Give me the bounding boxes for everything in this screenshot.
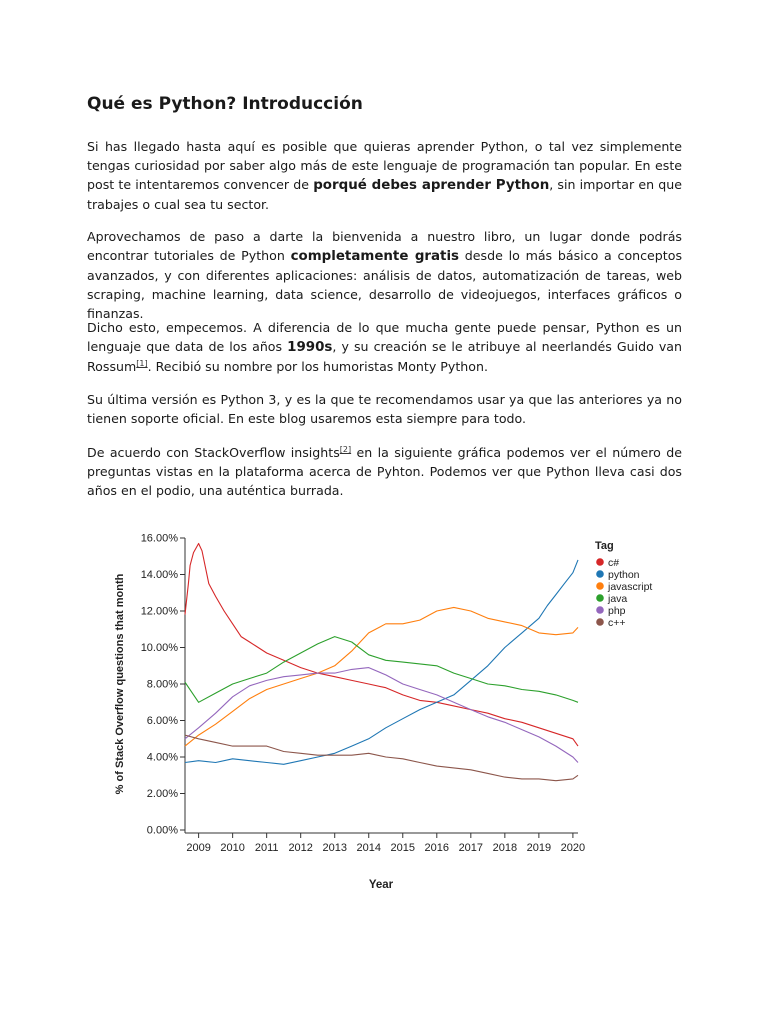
- paragraph-version: [87, 390, 682, 428]
- y-tick-label: 12.00%: [140, 605, 178, 618]
- x-axis-label: Year: [368, 879, 394, 891]
- legend-label: python: [608, 569, 640, 581]
- y-tick-label: 6.00%: [146, 715, 178, 727]
- series-line-java: [185, 637, 578, 703]
- paragraph-text: . Recibió su nombre por los humoristas Monty Python.: [147, 359, 488, 374]
- series-line-php: [185, 668, 578, 763]
- series-line-javascript: [185, 607, 578, 746]
- series-line-cplusplus: [185, 735, 578, 781]
- y-axis-label: % of Stack Overflow questions that month: [114, 573, 126, 795]
- paragraph-text: desde lo más básico a conceptos avanzados, y con diferentes aplicaciones: análisis de datos, automatización de tareas, web scraping, machine learning, data science, desarrollo de videojuegos, interfaces gráficos o finanzas.: [87, 248, 683, 321]
- x-tick-label: 2017: [458, 842, 484, 854]
- legend-label: php: [608, 605, 626, 617]
- bold-text: porqué debes aprender Python: [313, 178, 550, 193]
- paragraph-text: en la siguiente gráfica podemos ver el número de preguntas vistas en la plataforma acerca de Pyhton. Podemos ver que Python lleva casi dos años en el podio, una auténtica burrada.: [87, 445, 682, 498]
- legend-swatch: [596, 582, 604, 590]
- x-tick-label: 2010: [220, 842, 245, 854]
- y-tick-label: 16.00%: [140, 532, 178, 545]
- series-line-python: [185, 560, 578, 764]
- legend-label: java: [608, 593, 628, 605]
- y-tick-label: 10.00%: [140, 642, 178, 654]
- bold-text: 1990s: [287, 340, 333, 355]
- x-tick-label: 2013: [322, 842, 347, 854]
- legend-swatch: [596, 558, 604, 566]
- bold-text: completamente gratis: [290, 249, 460, 264]
- legend-label: c++: [608, 617, 626, 629]
- paragraph-text: Su última versión es Python 3, y es la que te recomendamos usar ya que las anteriores ya no tienen soporte oficial. En este blog usaremos esta siempre para todo.: [87, 392, 682, 426]
- legend-swatch: [596, 606, 604, 614]
- paragraph-text: Si has llegado hasta aquí es posible que quieras aprender Python, o tal vez simplemente tengas curiosidad por saber algo más de este lenguaje de programación tan popular. En este post te intentaremos convencer de: [87, 139, 682, 192]
- series-line-csharp: [185, 544, 578, 747]
- y-tick-label: 2.00%: [146, 788, 178, 800]
- y-tick-label: 4.00%: [146, 751, 178, 764]
- paragraph-intro: [87, 137, 682, 214]
- paragraph-text: Aprovechamos de paso a darte la bienvenida a nuestro libro, un lugar donde podrás encontrar tutoriales de Python: [87, 229, 682, 263]
- x-tick-label: 2016: [424, 842, 450, 854]
- legend-label: javascript: [608, 581, 653, 593]
- paragraph-stackoverflow: [87, 443, 682, 500]
- footnote-ref-2[interactable]: [2]: [339, 445, 352, 454]
- y-tick-label: 8.00%: [146, 678, 178, 691]
- legend-swatch: [596, 570, 604, 578]
- paragraph-history: [87, 318, 682, 376]
- x-tick-label: 2014: [356, 842, 381, 854]
- page-title: Qué es Python? Introducción: [87, 94, 363, 114]
- paragraph-text: , y su creación se le atribuye al neerlandés Guido van Rossum: [87, 339, 682, 374]
- legend-swatch: [596, 618, 604, 626]
- x-tick-label: 2009: [186, 842, 211, 854]
- line-chart: [100, 525, 670, 895]
- footnote-ref-1[interactable]: [1]: [136, 359, 148, 368]
- legend-title: Tag: [595, 540, 614, 552]
- legend-swatch: [596, 594, 604, 602]
- legend-label: c#: [608, 557, 620, 569]
- paragraph-text: De acuerdo con StackOverflow insights: [87, 445, 340, 460]
- paragraph-text: Dicho esto, empecemos. A diferencia de lo que mucha gente puede pensar, Python es un lenguaje que data de los años: [87, 320, 682, 354]
- x-tick-label: 2018: [492, 842, 518, 854]
- x-tick-label: 2015: [390, 842, 416, 854]
- x-tick-label: 2012: [288, 842, 313, 854]
- paragraph-book: [87, 227, 682, 323]
- x-tick-label: 2020: [560, 842, 586, 854]
- x-tick-label: 2019: [526, 842, 552, 854]
- y-tick-label: 14.00%: [140, 569, 178, 581]
- paragraph-text: , sin importar en que trabajes o cual sea tu sector.: [87, 177, 682, 212]
- x-tick-label: 2011: [254, 842, 279, 854]
- y-tick-label: 0.00%: [146, 824, 178, 837]
